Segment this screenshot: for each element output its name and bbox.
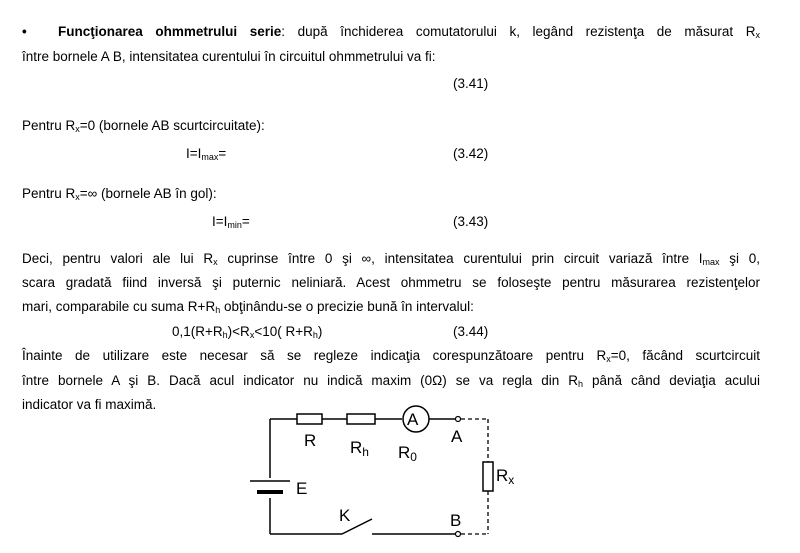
label-a: A — [451, 427, 463, 446]
text: =0, făcând scurtcircuit — [610, 348, 760, 363]
text: = — [241, 214, 250, 229]
subscript: max — [702, 257, 720, 267]
subscript: x — [213, 257, 218, 267]
equation-number-3-44: (3.44) — [453, 324, 489, 339]
paragraph-2-line-2: scara gradată fiind inversă şi puternic neliniară. Acest ohmmetru se foloseşte pentru măsurarea rezistenţelor — [22, 275, 760, 290]
paragraph-1-line-2: între bornele A B, intensitatea curentului în circuitul ohmmetrului va fi: — [22, 49, 436, 64]
terminal-a — [456, 417, 461, 422]
text: I=I — [186, 146, 202, 161]
text: obţinându-se o precizie bună în intervalul: — [220, 299, 474, 314]
subscript: max — [201, 152, 219, 162]
text: şi 0, — [719, 251, 761, 266]
resistor-rh — [347, 414, 375, 424]
label-r: R — [304, 431, 317, 450]
text: =0 (bornele AB scurtcircuitate): — [79, 118, 265, 133]
subscript: h — [215, 305, 221, 315]
subscript: x — [606, 354, 611, 364]
subscript: x — [249, 330, 255, 340]
subscript: h — [577, 379, 583, 389]
label-b: B — [450, 511, 462, 530]
equation-number-3-43: (3.43) — [453, 214, 489, 229]
label-rh: Rh — [350, 438, 369, 459]
text: până când deviaţia acului — [582, 373, 760, 388]
text: cuprinse între 0 şi ∞, intensitatea curentului prin circuit variază între I — [217, 251, 703, 266]
text: I=I — [212, 214, 228, 229]
resistor-r — [297, 414, 322, 424]
label-r0: R0 — [398, 443, 417, 464]
subscript: x — [755, 30, 761, 40]
bullet: • — [22, 24, 27, 39]
text: Pentru R — [22, 186, 76, 201]
label-rx: Rx — [496, 466, 515, 487]
subscript: h — [222, 330, 228, 340]
text: mari, comparabile cu suma R+R — [22, 299, 216, 314]
text: = — [218, 146, 227, 161]
ammeter-label: A — [407, 410, 419, 429]
label-e: E — [296, 479, 308, 498]
paragraph-text: : după închiderea comutatorului k, legând rezistenţa de măsurat R — [281, 24, 756, 39]
equation-number-3-42: (3.42) — [453, 146, 489, 161]
text: între bornele A şi B. Dacă acul indicator nu indică maxim (0Ω) se va regla din R — [22, 373, 578, 388]
text: =∞ (bornele AB în gol): — [79, 186, 217, 201]
section-title: Funcţionarea ohmmetrului serie — [58, 24, 282, 39]
text: 0,1(R+R — [172, 324, 223, 339]
subscript: min — [227, 220, 242, 230]
subscript: h — [312, 330, 318, 340]
subscript: x — [75, 124, 80, 134]
equation-number-3-41: (3.41) — [453, 76, 489, 91]
resistor-rx — [483, 462, 493, 491]
subscript: x — [75, 192, 80, 202]
text: ) — [317, 324, 323, 339]
label-k: K — [339, 506, 351, 525]
text: Înainte de utilizare este necesar să se regleze indicaţia corespunzătoare pentru R — [22, 348, 607, 363]
text: <10( R+R — [254, 324, 313, 339]
text: Deci, pentru valori ale lui R — [22, 251, 214, 266]
text: )<R — [227, 324, 250, 339]
terminal-b — [456, 532, 461, 537]
text: Pentru R — [22, 118, 76, 133]
paragraph-3-line-3: indicator va fi maximă. — [22, 397, 157, 412]
